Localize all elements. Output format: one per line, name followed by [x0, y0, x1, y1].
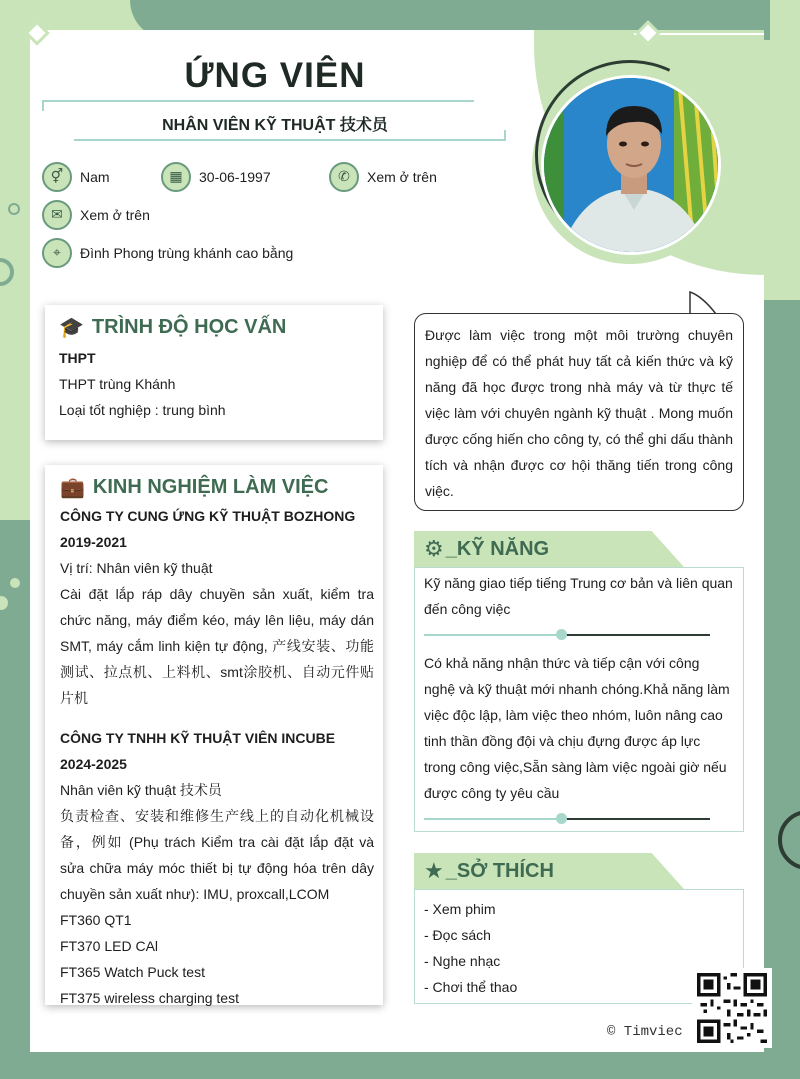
email-value: Xem ở trên — [80, 207, 150, 223]
skill-text: Có khả năng nhận thức và tiếp cận với công nghệ và kỹ thuật mới nhanh chóng.Khả năng làm việc độc lập, làm việc theo nhóm, luôn nâng cao tinh thần đồng đội và chịu đựng được áp lực trong công việc,Sẵn sàng làm việc ngoài giờ nếu được công ty yêu cầu — [424, 655, 730, 801]
skill-level-bar — [424, 634, 710, 636]
skills-heading — [414, 531, 684, 567]
divider — [42, 100, 44, 111]
skills-box — [414, 567, 744, 832]
info-birthday — [161, 162, 271, 192]
decor-circle — [0, 258, 14, 286]
candidate-photo — [541, 75, 721, 255]
gender-icon: ⚥ — [42, 162, 72, 192]
skills-title: _KỸ NĂNG — [445, 537, 550, 560]
birthday-value: 30-06-1997 — [199, 169, 271, 185]
education-card — [45, 305, 383, 440]
info-address — [42, 238, 293, 268]
divider — [74, 139, 506, 141]
divider — [42, 100, 474, 102]
hobby-item: - Chơi thể thao — [424, 979, 518, 995]
calendar-icon: ▦ — [161, 162, 191, 192]
background-band — [760, 300, 800, 1079]
gender-value: Nam — [80, 169, 110, 185]
info-phone — [329, 162, 437, 192]
job-period: 2019-2021 — [60, 534, 127, 550]
job-item: FT365 Watch Puck test — [60, 964, 205, 980]
divider — [504, 130, 506, 141]
skill-level-fill — [424, 634, 561, 636]
info-email — [42, 200, 150, 230]
hobbies-heading — [414, 853, 684, 889]
job-item: FT360 QT1 — [60, 912, 132, 928]
experience-title: KINH NGHIỆM LÀM VIỆC — [92, 475, 329, 498]
experience-heading — [60, 475, 374, 499]
job-role: Nhân viên kỹ thuật 技术员 — [60, 782, 222, 798]
info-gender — [42, 162, 110, 192]
phone-icon: ✆ — [329, 162, 359, 192]
job-item: FT375 wireless charging test — [60, 990, 239, 1006]
hobby-item: - Đọc sách — [424, 927, 491, 943]
hobby-item: - Nghe nhạc — [424, 953, 501, 969]
gear-icon: ⚙ — [424, 536, 444, 562]
education-title: TRÌNH ĐỘ HỌC VẤN — [91, 315, 287, 338]
decor-circle — [8, 203, 20, 215]
education-level: THPT — [59, 350, 96, 366]
briefcase-icon: 💼 — [60, 475, 85, 499]
education-school: THPT trùng Khánh — [59, 376, 176, 392]
job-title: NHÂN VIÊN KỸ THUẬT 技术员 — [162, 117, 388, 134]
decor-circle — [10, 578, 20, 588]
job-description: 负责检查、安装和维修生产线上的自动化机械设备，例如 (Phụ trách Kiểm tra cài đặt lắp đặt và sửa chữa máy móc thiết bị tự động hóa trên dây chuyền sản xuất như): IMU, proxcall,LCOM — [60, 808, 374, 902]
education-grade: Loại tốt nghiệp : trung bình — [59, 402, 226, 418]
job-role: Vị trí: Nhân viên kỹ thuật — [60, 560, 213, 576]
hobbies-title: _SỞ THÍCH — [445, 859, 554, 882]
graduation-cap-icon: 🎓 — [59, 315, 84, 339]
qr-code — [692, 968, 772, 1048]
skill-level-knob — [556, 629, 567, 640]
location-icon: ⌖ — [42, 238, 72, 268]
star-icon: ★ — [424, 858, 444, 884]
email-icon: ✉ — [42, 200, 72, 230]
job-company: CÔNG TY TNHH KỸ THUẬT VIÊN INCUBE — [60, 730, 336, 746]
job-description: Cài đặt lắp ráp dây chuyền sản xuất, kiểm tra chức năng, máy điểm kéo, máy lên liệu, máy dán SMT, máy cắm linh kiện tự động, 产线安装、功能测试、拉点机、上料机、smt涂胶机、自动元件贴片机 — [60, 586, 374, 706]
candidate-name: ỨNG VIÊN — [184, 56, 366, 95]
experience-card — [45, 465, 383, 1005]
job-item: FT370 LED CAl — [60, 938, 159, 954]
phone-value: Xem ở trên — [367, 169, 437, 185]
skill-text: Kỹ năng giao tiếp tiếng Trung cơ bản và liên quan đến công việc — [424, 575, 733, 617]
career-objective: Được làm việc trong một môi trường chuyên nghiệp để có thể phát huy tất cả kiến thức và kỹ năng đã học được trong nhà máy và từ thực tế việc làm với chuyên ngành kỹ thuật . Mong muốn được cống hiến cho công ty, có thể ghi dấu thành tích và nhận được cơ hội thăng tiến trong công việc. — [414, 313, 744, 511]
hobby-item: - Xem phim — [424, 901, 496, 917]
address-value: Đình Phong trùng khánh cao bằng — [80, 245, 294, 261]
skill-level-fill — [424, 818, 561, 820]
job-period: 2024-2025 — [60, 756, 127, 772]
skill-level-knob — [556, 813, 567, 824]
education-heading — [59, 315, 369, 339]
skill-level-bar — [424, 818, 710, 820]
watermark: © Timviec — [607, 1024, 683, 1040]
job-company: CÔNG TY CUNG ỨNG KỸ THUẬT BOZHONG — [60, 508, 356, 524]
